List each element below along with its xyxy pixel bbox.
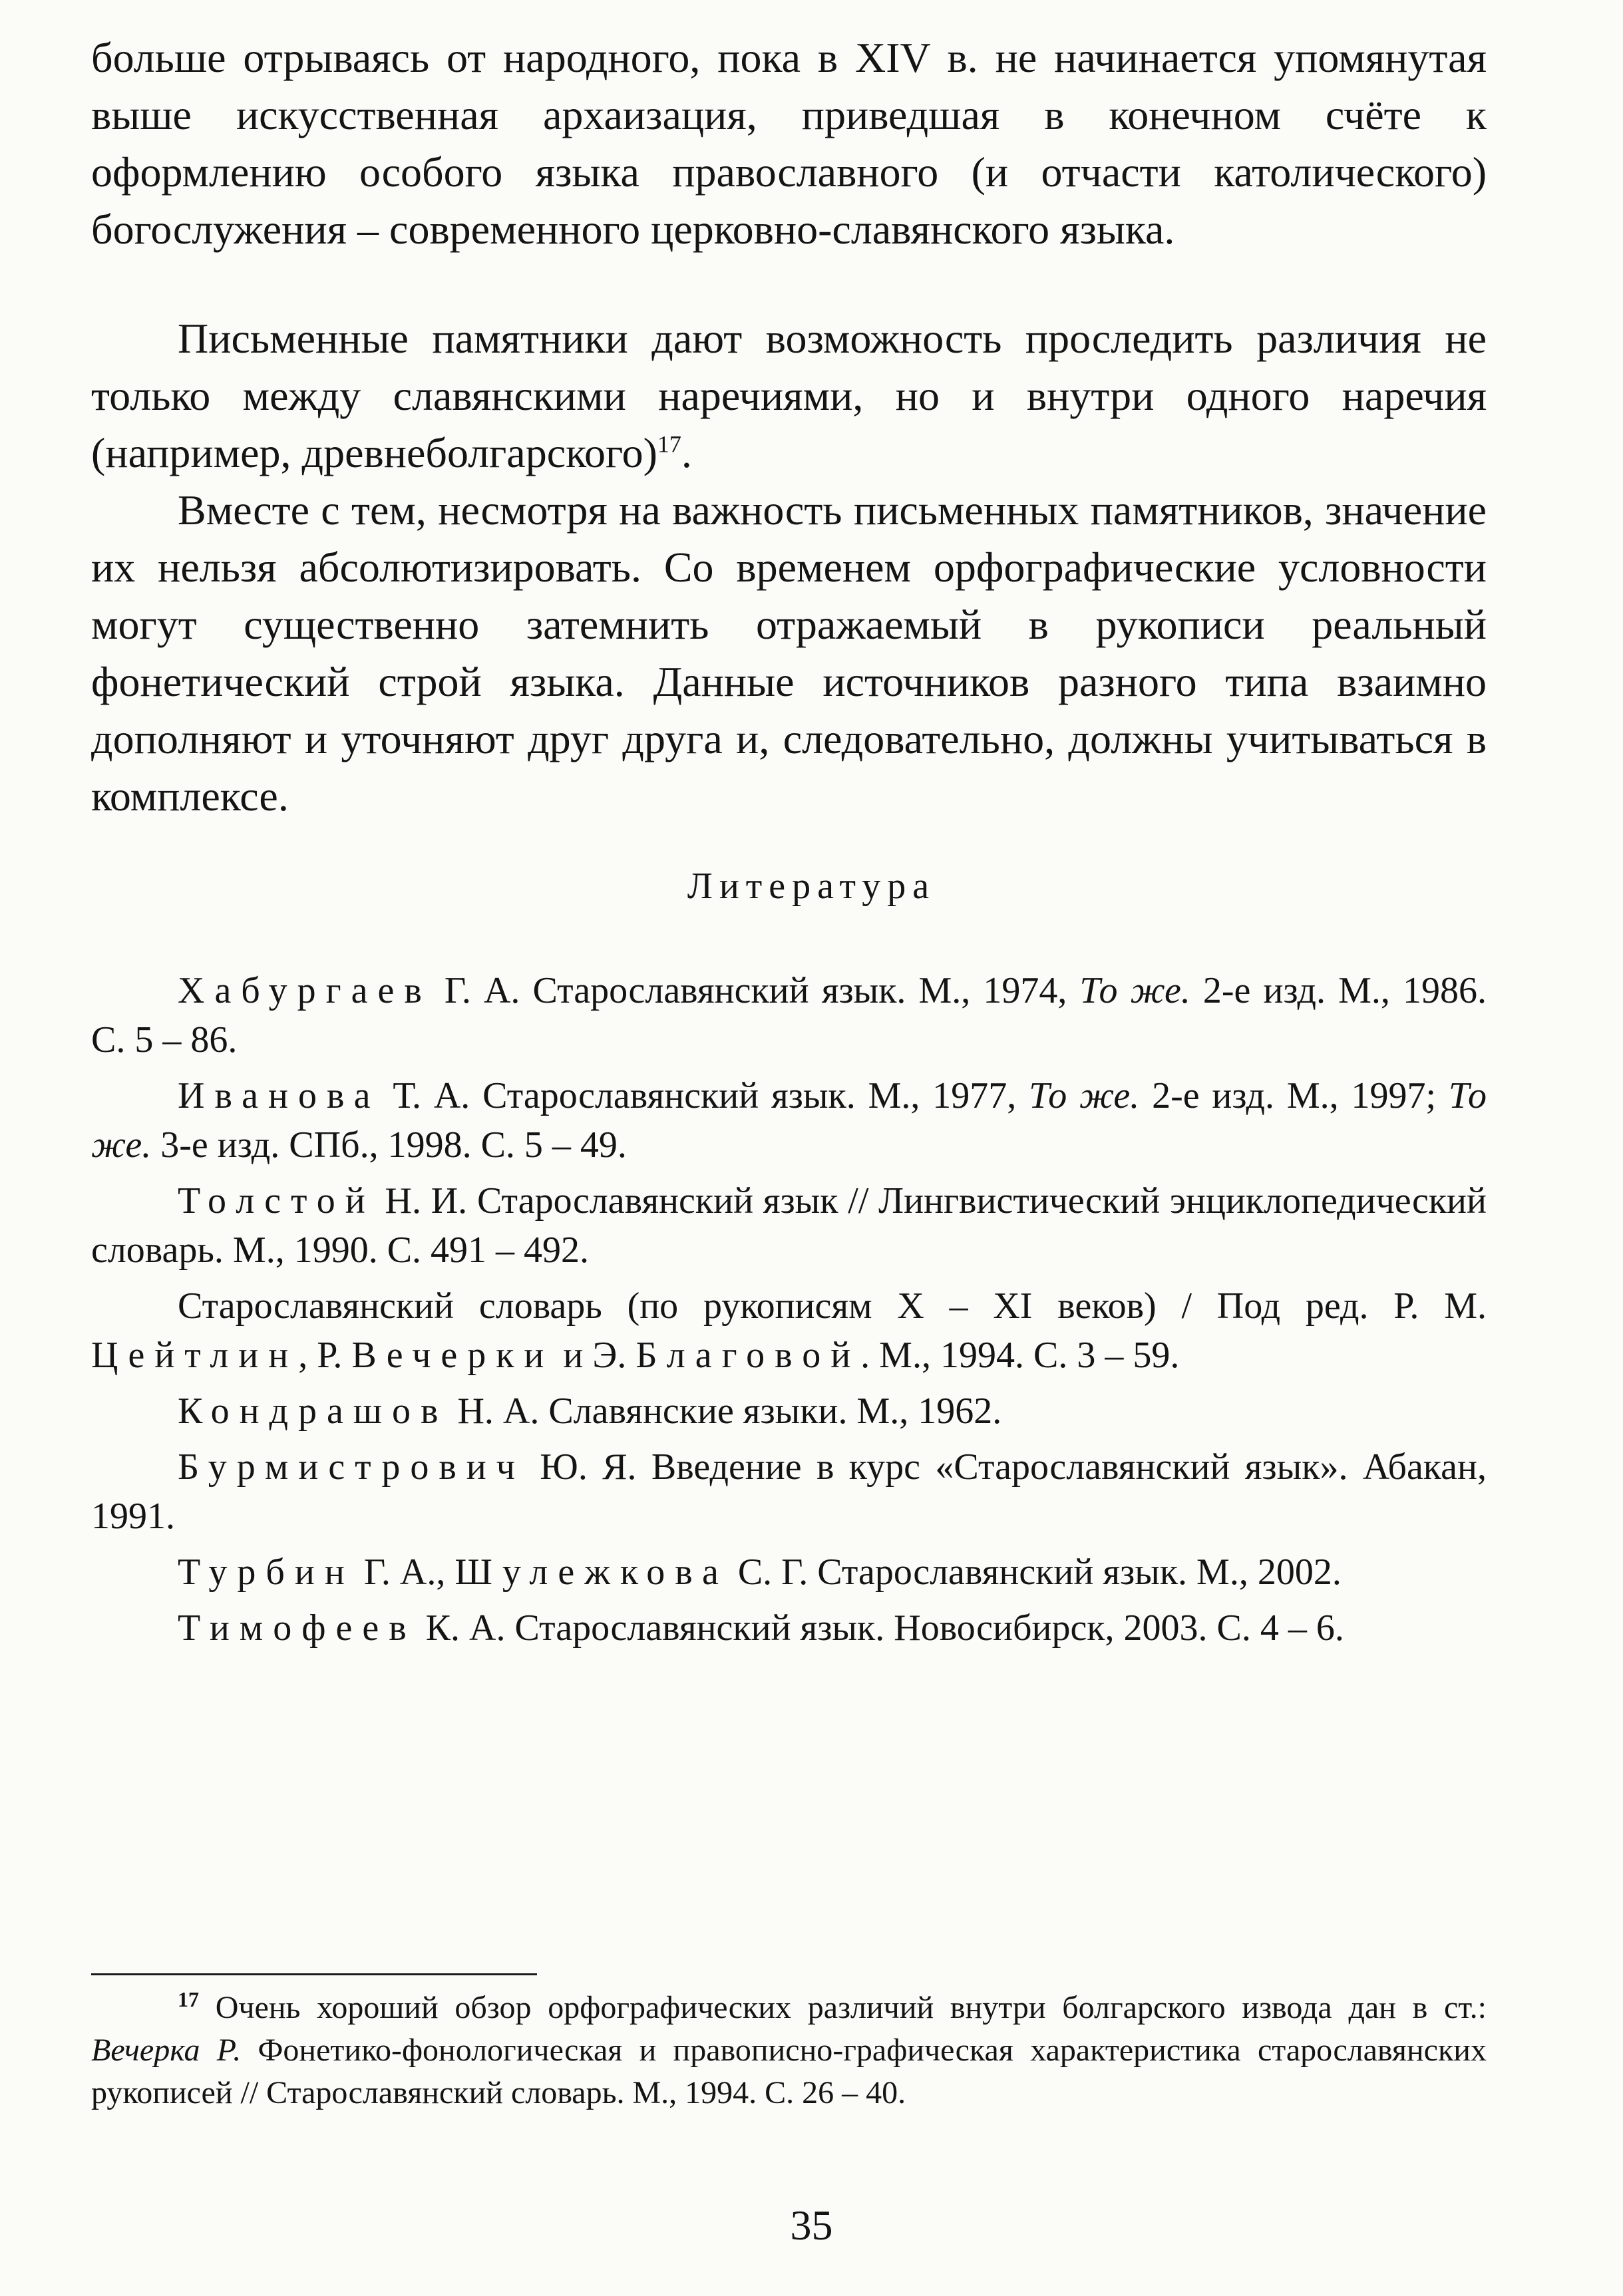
reference-author: Шулежкова <box>454 1552 729 1593</box>
reference-text: К. А. Старославянский язык. Новосибирск, 2003. С. 4 – 6. <box>416 1607 1344 1649</box>
paragraph-end: . <box>681 429 692 476</box>
reference-text: Ю. Я. Введение в курс «Старославянский язык». Абакан, 1991. <box>91 1446 1487 1537</box>
reference-item <box>91 1176 1487 1275</box>
reference-item <box>91 1071 1487 1170</box>
page-number: 35 <box>790 2202 833 2249</box>
footnote-reference[interactable]: 17 <box>657 430 681 458</box>
reference-item <box>91 1387 1487 1436</box>
reference-text: Г. А., <box>354 1552 455 1593</box>
reference-author: Бурмистрович <box>178 1446 525 1488</box>
reference-text: и Э. <box>554 1335 636 1376</box>
reference-text: Н. И. Старославянский язык // Лингвистический энциклопедический словарь. М., 1990. С. 491 – 492. <box>91 1180 1487 1271</box>
reference-text: С. Г. Старославянский язык. М., 2002. <box>728 1552 1342 1593</box>
reference-list <box>91 966 1487 1659</box>
reference-text: Т. А. Старославянский язык. М., 1977, <box>380 1075 1029 1116</box>
footnote-text: Очень хороший обзор орфографических различий внутри болгарского извода дан в ст.: <box>199 1990 1487 2025</box>
reference-text: Г. А. Старославянский язык. М., 1974, <box>431 970 1080 1011</box>
reference-editor: Благовой <box>635 1335 861 1376</box>
footnote-divider <box>91 1973 537 1975</box>
footnote-number: 17 <box>178 1987 199 2011</box>
reference-text: 2-е изд. М., 1986. С. 5 – 86. <box>91 970 1487 1061</box>
literature-heading: Литература <box>687 866 936 907</box>
reference-editor: Вечерки <box>351 1335 554 1376</box>
reference-item <box>91 1548 1487 1597</box>
body-paragraph-3 <box>91 482 1487 825</box>
reference-italic: То же. <box>1079 970 1190 1011</box>
reference-text: 2-е изд. М., 1997; <box>1139 1075 1449 1116</box>
paragraph-text: больше отрываясь от народного, пока в XIV в. не начинается упомянутая выше искусственная архаизация, приведшая в конечном счёте к оформлению особого языка православного (и отчасти католического) богослужения – современного церковно-славянского языка. <box>91 34 1487 253</box>
reference-author: Иванова <box>178 1075 381 1116</box>
body-paragraph-1 <box>91 29 1487 258</box>
reference-author: Тимофеев <box>178 1607 417 1649</box>
paragraph-text: Письменные памятники дают возможность проследить различия не только между славянскими наречиями, но и внутри одного наречия (например, древнеболгарского) <box>91 315 1487 476</box>
reference-author: Хабургаев <box>178 970 432 1011</box>
footnote-italic: Вечерка Р. <box>91 2033 242 2068</box>
reference-text: Н. А. Славянские языки. М., 1962. <box>448 1391 1002 1432</box>
paragraph-text: Вместе с тем, несмотря на важность письменных памятников, значение их нельзя абсолютизировать. Со временем орфографические условности могут существенно затемнить отражаемый в рукописи реальный фонетический строй языка. Данные источников разного типа взаимно дополняют и уточняют друг друга и, следовательно, должны учитываться в комплексе. <box>91 486 1487 820</box>
reference-author: Толстой <box>178 1180 375 1222</box>
reference-text: 3-е изд. СПб., 1998. С. 5 – 49. <box>151 1124 627 1166</box>
reference-italic: То же. <box>91 1075 1487 1166</box>
reference-text: . М., 1994. С. 3 – 59. <box>860 1335 1180 1376</box>
body-paragraph-2 <box>91 310 1487 482</box>
reference-text: , Р. <box>298 1335 352 1376</box>
reference-item <box>91 1603 1487 1653</box>
reference-editor: Цейтлин <box>91 1335 299 1376</box>
footnote-text: Фонетико-фонологическая и правописно-графическая характеристика старославянских рукописей // Старославянский словарь. М., 1994. С. 26 – 40. <box>91 2033 1487 2110</box>
footnote <box>91 1987 1487 2114</box>
reference-text: Старославянский словарь (по рукописям X – XI веков) / Под ред. Р. М. <box>178 1285 1487 1327</box>
reference-item <box>91 966 1487 1065</box>
reference-author: Турбин <box>178 1552 355 1593</box>
reference-author: Кондрашов <box>178 1391 449 1432</box>
reference-item <box>91 1442 1487 1541</box>
reference-item <box>91 1281 1487 1380</box>
reference-italic: То же. <box>1029 1075 1140 1116</box>
